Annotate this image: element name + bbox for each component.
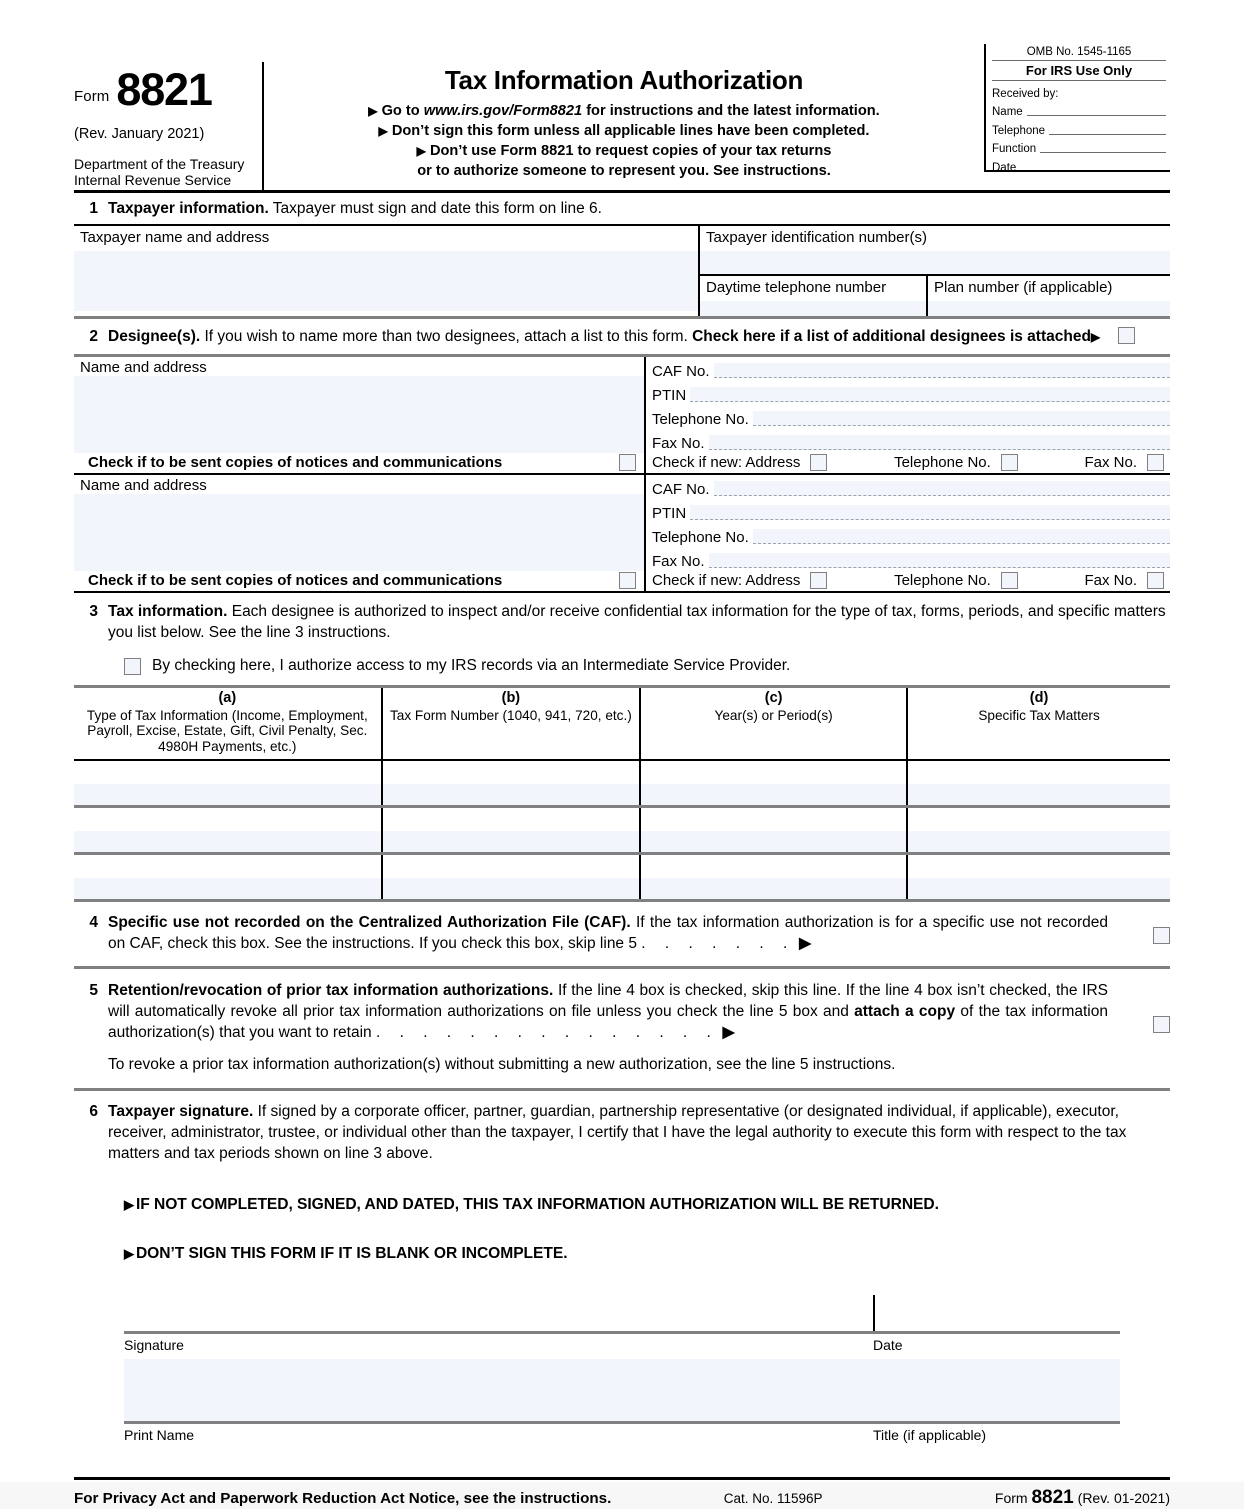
header-bullet-1-post: for instructions and the latest information. [582,103,880,119]
irs-form-url: www.irs.gov/Form8821 [423,103,583,119]
designee-1-fax-row[interactable] [646,429,1170,453]
footer-form-number: 8821 [1031,1487,1074,1508]
tax-row-1-col-c[interactable] [640,760,907,807]
line-1-subtitle: Taxpayer must sign and date this form on line 6. [268,200,602,217]
tax-row-2-col-d-input[interactable] [908,831,1170,852]
tax-row-3-col-b[interactable] [382,854,640,901]
line-6-title: Taxpayer signature. [108,1103,254,1120]
taxpayer-name-address-cell[interactable] [74,226,700,316]
tax-table-header-row [74,687,1170,761]
line-3-intro [74,601,1170,643]
tax-row-1-col-d[interactable] [907,760,1170,807]
intermediate-service-provider-row[interactable] [74,643,1170,685]
tax-table-col-b-header [382,687,640,761]
tax-row-1-col-c-input[interactable] [641,784,906,805]
plan-number-input[interactable] [928,301,1170,316]
table-row [74,854,1170,901]
triangle-bullet-icon: ▶ [368,104,378,118]
line-1-intro [74,198,1170,219]
tax-row-3-col-d-input[interactable] [908,878,1170,899]
tax-table-col-a-letter: (a) [218,690,237,706]
designee-1-telephone-row[interactable] [646,405,1170,429]
header-title-block [264,62,984,190]
line-4-number: 4 [89,914,98,931]
header-bullet-4-text: or to authorize someone to represent you. See instructions. [417,163,831,179]
header-bullet-2 [270,121,978,141]
taxpayer-contact-group [700,276,1170,316]
tax-row-3-col-d[interactable] [907,854,1170,901]
line-2-number: 2 [89,328,98,345]
designee-2-ptin-label: PTIN [652,505,687,522]
taxpayer-name-address-label: Taxpayer name and address [80,229,270,246]
irs-date-row[interactable] [992,155,1166,174]
line-4-intro [74,912,1170,954]
designees-section [74,354,1170,593]
line-2-bold-text: Check here if a list of additional designees is attached [692,328,1091,345]
signature-date-separator [873,1295,875,1331]
header-bullet-3-text: Don’t use Form 8821 to request copies of your tax returns [429,143,832,159]
tax-row-3-col-a-input[interactable] [74,878,381,899]
irs-telephone-label: Telephone [992,124,1046,137]
designee-1-name-address-input[interactable] [74,376,644,453]
received-by-rule [1062,86,1166,98]
tax-table-col-d-letter: (d) [1029,690,1049,706]
form-label: Form [74,88,110,105]
designee-1-new-fax-seg[interactable] [1085,454,1165,471]
intermediate-service-provider-label: By checking here, I authorize access to my IRS records via an Intermediate Service Provider. [152,657,791,674]
designee-1-check-new-row [646,453,1170,473]
tax-table-col-b-heading: Tax Form Number (1040, 941, 720, etc.) [389,707,632,723]
triangle-arrow-icon: ▶ [1090,330,1101,344]
line-4-text: If the tax information authorization is for a specific use not recorded on CAF, check this box. See the instructions. If you check this box, skip line 5 [108,914,1108,952]
tax-row-1-col-a[interactable] [74,760,382,807]
line-1-number: 1 [89,200,98,217]
line-5-text-part2: of the tax information authorization(s) that you want to retain [108,1003,1108,1041]
tax-row-2-col-b[interactable] [382,807,640,854]
title-label: Title (if applicable) [873,1427,987,1443]
designee-1-name-address-cell[interactable] [74,357,646,473]
designee-1-caf-row[interactable] [646,357,1170,381]
irs-name-label: Name [992,106,1023,118]
form-number: 8821 [116,64,212,115]
designee-2-new-fax-seg[interactable] [1085,572,1165,589]
tax-row-2-col-b-input[interactable] [383,831,639,852]
line-5-checkbox[interactable] [1153,1016,1170,1033]
line-2-title: Designee(s). [108,328,201,345]
line-5-attach-copy: attach a copy [854,1003,956,1020]
form-footer [74,1477,1170,1509]
footer-form-revision: (Rev. 01-2021) [1077,1490,1170,1506]
designee-2-telephone-row[interactable] [646,523,1170,547]
form-header [74,46,1170,193]
tax-row-3-col-c-input[interactable] [641,878,906,899]
triangle-arrow-icon: ▶ [124,1197,134,1212]
signature-label: Signature [124,1337,184,1353]
header-bullet-1-pre: Go to [381,103,424,119]
designee-2-new-address-seg[interactable] [652,572,827,589]
designee-block-2 [74,475,1170,593]
line-6-warning-1-text: IF NOT COMPLETED, SIGNED, AND DATED, THIS TAX INFORMATION AUTHORIZATION WILL BE RETURNED. [135,1196,939,1213]
omb-number: OMB No. 1545-1165 [992,44,1166,61]
line-1-title: Taxpayer information. [108,200,269,217]
line-4-arrow-icon: ▶ [799,935,812,952]
line-5-number: 5 [89,982,98,999]
tax-table-col-a-header [74,687,382,761]
line-6-text-block [108,1101,1170,1164]
plan-number-label: Plan number (if applicable) [934,279,1113,296]
tax-table-col-d-header [907,687,1170,761]
table-row [74,807,1170,854]
designee-2-details [646,475,1170,591]
line-5-arrow-icon: ▶ [722,1024,735,1041]
designee-2-check-new-row [646,571,1170,591]
tax-row-2-col-a[interactable] [74,807,382,854]
tax-table-head [74,687,1170,761]
line-6-section [74,1091,1170,1263]
line-3-heading [74,593,1170,643]
irs-name-rule [1027,103,1166,116]
designee-1-caf-label: CAF No. [652,363,710,380]
designee-2-caf-input[interactable] [714,481,1170,496]
line-6-warning-2-text: DON’T SIGN THIS FORM IF IT IS BLANK OR INCOMPLETE. [135,1245,568,1262]
designee-1-ptin-label: PTIN [652,387,687,404]
designee-2-caf-row[interactable] [646,475,1170,499]
designee-2-copies-label: Check if to be sent copies of notices and communications [88,572,503,589]
header-bullet-4 [270,161,978,181]
footer-form-identifier [995,1487,1170,1509]
daytime-telephone-cell[interactable] [700,276,928,316]
tax-table-col-b-letter: (b) [501,690,521,706]
tax-table-col-d-heading: Specific Tax Matters [978,707,1100,723]
signature-line-area[interactable] [124,1295,1120,1334]
tax-row-1-col-a-input[interactable] [74,784,381,805]
plan-number-cell[interactable] [928,276,1170,316]
taxpayer-tin-input[interactable] [700,251,1170,274]
line-5-dot-leader: . . . . . . . . . . . . . . . [375,1024,719,1041]
line-3-text [108,601,1170,643]
designee-1-fax-label: Fax No. [652,435,705,452]
tax-row-2-col-c[interactable] [640,807,907,854]
line-4-section [74,902,1170,966]
line-5-note: To revoke a prior tax information authorization(s) without submitting a new authorization, see the line 5 instructions. [108,1056,896,1073]
tax-row-2-col-d[interactable] [907,807,1170,854]
designee-2-telephone-input[interactable] [753,529,1170,544]
line-2-normal-text: If you wish to name more than two designees, attach a list to this form. [200,328,693,345]
tax-row-1-col-b[interactable] [382,760,640,807]
line-1-heading [74,193,1170,224]
designee-2-name-address-input[interactable] [74,494,644,571]
triangle-bullet-icon: ▶ [378,124,388,138]
line-6-number: 6 [89,1103,98,1120]
line-6-warning-2 [74,1245,1170,1263]
tax-row-1-col-d-input[interactable] [908,784,1170,805]
line-2-intro [74,326,1170,348]
irs-function-row[interactable] [992,137,1166,156]
tax-row-3-col-c[interactable] [640,854,907,901]
line-2-heading [74,319,1170,354]
designee-1-fax-input[interactable] [709,435,1170,450]
header-bullet-2-text: Don’t sign this form unless all applicable lines have been completed. [391,123,870,139]
signature-block [74,1295,1170,1443]
line-1-text [108,198,1170,219]
designee-1-details [646,357,1170,473]
line-4-body [108,912,1170,954]
designee-2-name-address-cell[interactable] [74,475,646,591]
designee-1-ptin-row[interactable] [646,381,1170,405]
taxpayer-name-address-input[interactable] [74,251,698,311]
irs-telephone-rule [1049,122,1166,135]
line-6-body [108,1101,1170,1164]
line-5-text-part1: If the line 4 box is checked, skip this line. If the line 4 box isn’t checked, the IRS will automatically revoke all prior tax information authorizations on file unless you check the line 5 box and [108,982,1108,1020]
received-by-label: Received by: [992,87,1059,100]
table-row [74,760,1170,807]
designee-1-new-fax-checkbox[interactable] [1147,454,1164,471]
designee-1-telephone-input[interactable] [753,411,1170,426]
print-name-title-input-area[interactable] [124,1359,1120,1424]
line-5-body [108,980,1170,1075]
irs-function-label: Function [992,143,1037,155]
designee-2-new-telephone-seg[interactable] [894,572,1018,589]
line-6-intro [74,1101,1170,1164]
catalog-number: Cat. No. 11596P [723,1491,823,1506]
form-identifier [74,62,254,115]
irs-name-row[interactable] [992,100,1166,119]
taxpayer-tin-label: Taxpayer identification number(s) [706,229,927,246]
designee-1-copies-row[interactable] [74,453,644,473]
designee-1-caf-input[interactable] [714,363,1170,378]
designee-1-name-address-label: Name and address [80,359,207,376]
page-title: Tax Information Authorization [444,65,804,95]
line-4-text-block [108,912,1170,954]
designee-1-telephone-label: Telephone No. [652,411,749,428]
header-bullet-1 [270,101,978,121]
designee-2-fax-row[interactable] [646,547,1170,571]
intermediate-service-provider-checkbox[interactable] [124,658,141,675]
form-sheet [74,46,1170,1509]
tax-row-3-col-b-input[interactable] [383,878,639,899]
line-4-dot-leader: . . . . . . . [641,935,795,952]
line-4-checkbox[interactable] [1153,927,1170,944]
tax-row-3-col-a[interactable] [74,854,382,901]
tax-table-col-c-header [640,687,907,761]
form-revision-date: (Rev. January 2021) [74,126,205,142]
daytime-telephone-input[interactable] [700,301,926,316]
designee-2-new-address-checkbox[interactable] [810,572,827,589]
date-label: Date [873,1337,903,1353]
designee-2-fax-label: Fax No. [652,553,705,570]
received-by-row [992,81,1166,100]
line-5-section [74,969,1170,1088]
designee-2-copies-checkbox[interactable] [619,572,636,589]
header-left-block [74,62,264,190]
footer-form-label: Form [994,1490,1028,1506]
print-name-label: Print Name [124,1427,195,1443]
designee-2-check-new-label: Check if new: Address [652,572,801,589]
line-3-title: Tax information. [108,603,228,620]
department-line-2: Internal Revenue Service [74,172,232,188]
tax-table-col-c-heading: Year(s) or Period(s) [714,707,833,723]
irs-date-rule [1020,160,1166,172]
designee-1-new-address-seg[interactable] [652,454,827,471]
designee-2-copies-row[interactable] [74,571,644,591]
designee-2-new-telephone-checkbox[interactable] [1001,572,1018,589]
daytime-telephone-label: Daytime telephone number [706,279,887,296]
line-3-body-text: Each designee is authorized to inspect and/or receive confidential tax information for the type of tax, forms, periods, and specific matters you list below. See the line 3 instructions. [108,603,1166,641]
line-5-title: Retention/revocation of prior tax information authorizations. [108,982,554,999]
line-1-fields [74,224,1170,319]
department-block [74,156,254,188]
signature-labels-row [124,1334,1120,1359]
irs-use-only-title: For IRS Use Only [992,61,1166,81]
designee-block-1 [74,357,1170,475]
tax-information-table [74,685,1170,902]
designee-2-new-fax-label: Fax No. [1084,572,1138,589]
irs-telephone-row[interactable] [992,118,1166,137]
designee-1-new-telephone-seg[interactable] [894,454,1018,471]
designee-1-new-telephone-label: Telephone No. [894,454,991,471]
designee-2-ptin-row[interactable] [646,499,1170,523]
designee-2-fax-input[interactable] [709,553,1170,568]
tax-table-body [74,760,1170,901]
designee-1-check-new-label: Check if new: Address [652,454,801,471]
tax-row-2-col-a-input[interactable] [74,831,381,852]
department-line-1: Department of the Treasury [74,156,245,172]
line-5-text-block [108,980,1170,1043]
designee-2-telephone-label: Telephone No. [652,529,749,546]
tax-table-col-a-heading: Type of Tax Information (Income, Employment, Payroll, Excise, Estate, Gift, Civil Penalty, Sec. 4980H Payments, etc.) [86,707,368,754]
line-3-number: 3 [89,603,98,620]
designee-1-new-fax-label: Fax No. [1084,454,1138,471]
line-4-title: Specific use not recorded on the Centralized Authorization File (CAF). [108,914,631,931]
privacy-act-notice: For Privacy Act and Paperwork Reduction Act Notice, see the instructions. [74,1490,612,1507]
print-name-labels-row [124,1424,1120,1443]
line-6-text: If signed by a corporate officer, partner, guardian, partnership representative (or designated individual, if applicable), executor, receiver, administrator, trustee, or individual other than the taxpayer, I certify that I have the legal authority to execute this form with respect to the tax matters and tax periods shown on line 3 above. [108,1103,1127,1162]
designee-1-copies-label: Check if to be sent copies of notices and communications [88,454,503,471]
tax-row-1-col-b-input[interactable] [383,784,639,805]
header-bullet-3 [270,141,978,161]
additional-designees-checkbox[interactable] [1118,327,1135,344]
irs-use-only-box [984,44,1170,172]
designee-2-new-telephone-label: Telephone No. [894,572,991,589]
designee-1-ptin-input[interactable] [690,387,1170,402]
line-6-warning-1 [74,1196,1170,1214]
designee-2-ptin-input[interactable] [690,505,1170,520]
tax-row-2-col-c-input[interactable] [641,831,906,852]
irs-function-rule [1040,140,1166,153]
taxpayer-id-group [700,226,1170,316]
designee-1-copies-checkbox[interactable] [619,454,636,471]
irs-date-label: Date [992,161,1017,174]
tax-table-col-c-letter: (c) [764,690,783,706]
designee-2-name-address-label: Name and address [80,477,207,494]
designee-2-new-fax-checkbox[interactable] [1147,572,1164,589]
designee-2-caf-label: CAF No. [652,481,710,498]
taxpayer-tin-cell[interactable] [700,226,1170,276]
designee-1-new-address-checkbox[interactable] [810,454,827,471]
triangle-bullet-icon: ▶ [416,144,426,158]
line-2-text [108,326,1170,348]
line-5-intro [74,980,1170,1075]
triangle-arrow-icon: ▶ [124,1246,134,1261]
designee-1-new-telephone-checkbox[interactable] [1001,454,1018,471]
